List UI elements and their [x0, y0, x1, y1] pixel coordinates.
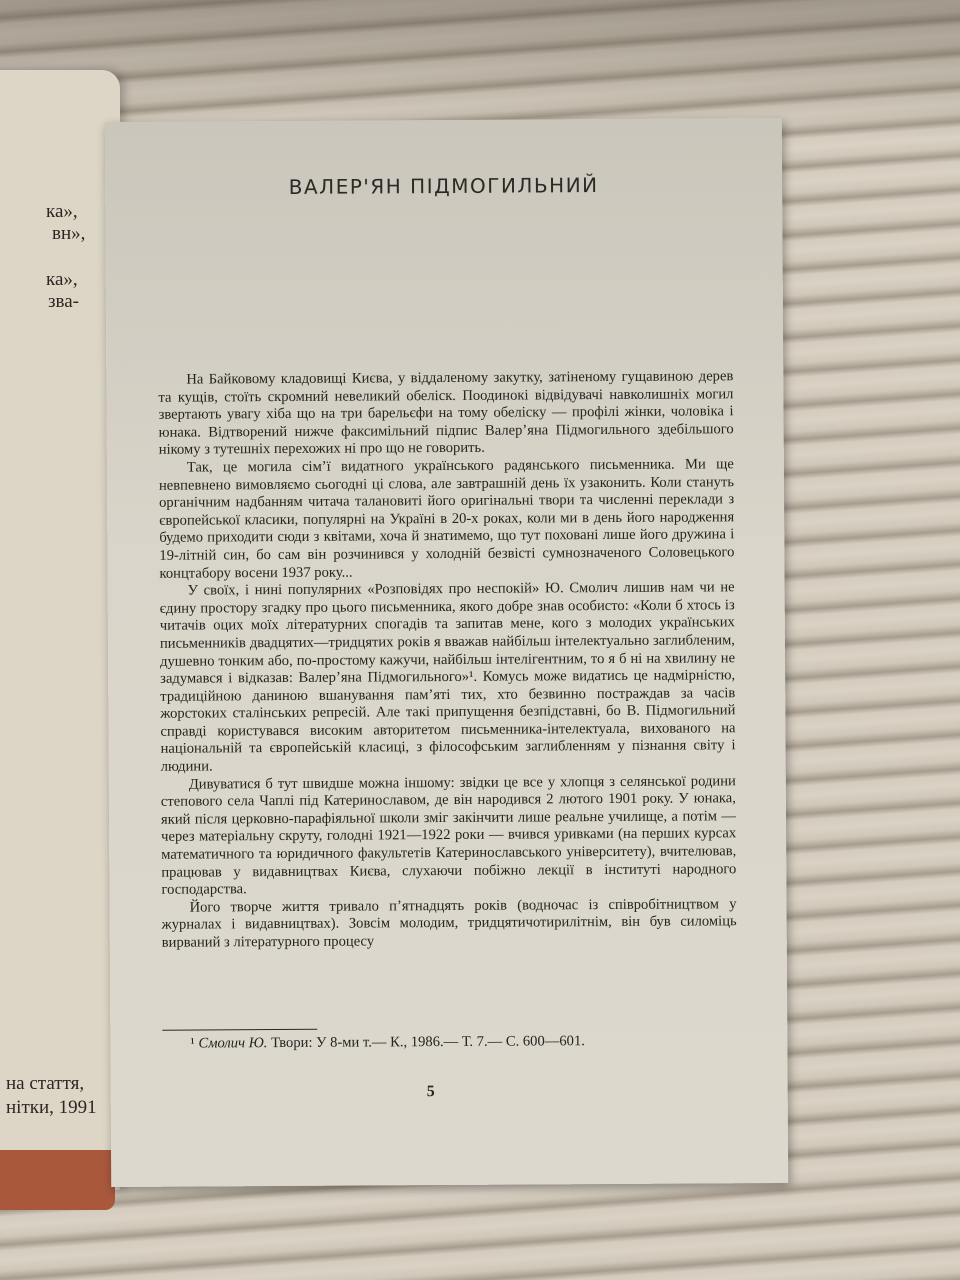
left-page-line: на стаття, — [6, 1073, 85, 1094]
paragraph: Дивуватися б тут швидше можна іншому: звідки це все у хлопця з селянської родини степового села Чаплі під Катеринославом, де він народився 2 лютого 1901 року. У юнака, який після церковно-парафіяльної школи зміг закінчити лише реальне училище, а потім — через матеріальну скруту, голодні 1921—1922 роки — вчився уривками (на перших курсах математичного та юридичного факультетів Катеринославського університету), вчителював, працював у видавництвах Києва, слухаючи побіжно лекції в інституті народного господарства. — [160, 772, 737, 898]
footnote-text: Твори: У 8-ми т.— К., 1986.— Т. 7.— С. 600—601. — [271, 1033, 585, 1052]
book-cover-edge — [0, 1150, 115, 1210]
paragraph: Так, це могила сім’ї видатного українського радянського письменника. Ми ще невпевнено вимовляємо сьогодні ці слова, але завтрашній день їх узаконить. Коли стануть органічним надбанням читача талановиті його оригінальні твори та численні переклади з європейської класики, популярні на Україні в 20-х роках, коли ми в день його народження будемо приходити сюди з квітами, хоча й знатимемо, що тут поховані лише його дружина і 19-літній син, бо сам він розчинився у холодній безвісті сумнозначеного Соловецького концтабору восени 1937 року... — [158, 456, 735, 582]
left-page-line: зва- — [48, 291, 79, 312]
page-title: ВАЛЕР'ЯН ПІДМОГИЛЬНИЙ — [288, 173, 599, 199]
page-number: 5 — [426, 1083, 435, 1101]
book-page — [105, 118, 788, 1187]
paragraph: На Байковому кладовищі Києва, у віддаленому закутку, затіненому гущавиною дерев та кущів, стоїть скромний невеликий обеліск. Поодинокі відвідувачі навколишніх могил звертають увагу хіба що на три барельєфи на тому обеліску — профілі жінки, чоловіка і юнака. Відтворений нижче факсимільний підпис Валер’яна Підмогильного здебільшого нікому з тутешніх перехожих ні про що не говорить. — [158, 368, 734, 459]
left-page-line: ка», — [46, 269, 78, 290]
paragraph: У своїх, і нині популярних «Розповідях про неспокій» Ю. Смолич лишив нам чи не єдину простору згадку про цього письменника, якого добре знав особисто: «Коли б хтось із читачів оцих моїх літературних спогадів та запитав мене, кого з молодих українських письменників двадцятих—тридцятих років я вважав найбільш інтелектуально заглибленим, душевно тонким або, по-простому кажучи, найбільш інтелігентним, то я б ні на хвилину не задумався і відказав: Валер’яна Підмогильного»¹. Комусь може видатись це надмірністю, традиційною даниною вшанування пам’яті тих, хто безвинно постраждав за часів жорстоких сталінських репресій. Але такі припущення безпідставні, бо В. Підмогильний справді користувався високим авторитетом письменника-інтелектуала, вихованого на національній та європейській класиці, з філософським заглибленням у пізнання світу і людини. — [159, 579, 736, 775]
body-text — [158, 368, 737, 952]
footnote-marker: ¹ — [190, 1035, 195, 1052]
footnote — [162, 1031, 722, 1053]
left-page-line: вн», — [52, 223, 86, 244]
left-page-line: ка», — [46, 201, 78, 222]
footnote-author: Смолич Ю. — [198, 1035, 268, 1052]
paragraph: Його творче життя тривало п’ятнадцять років (водночас із співробітництвом у журналах і видавництвах). Зовсім молодим, тридцятичотирилітнім, він був силоміць вирваний з літературного процесу — [161, 896, 737, 951]
left-page-line: нітки, 1991 — [6, 1097, 97, 1118]
footnote-divider — [162, 1029, 317, 1031]
